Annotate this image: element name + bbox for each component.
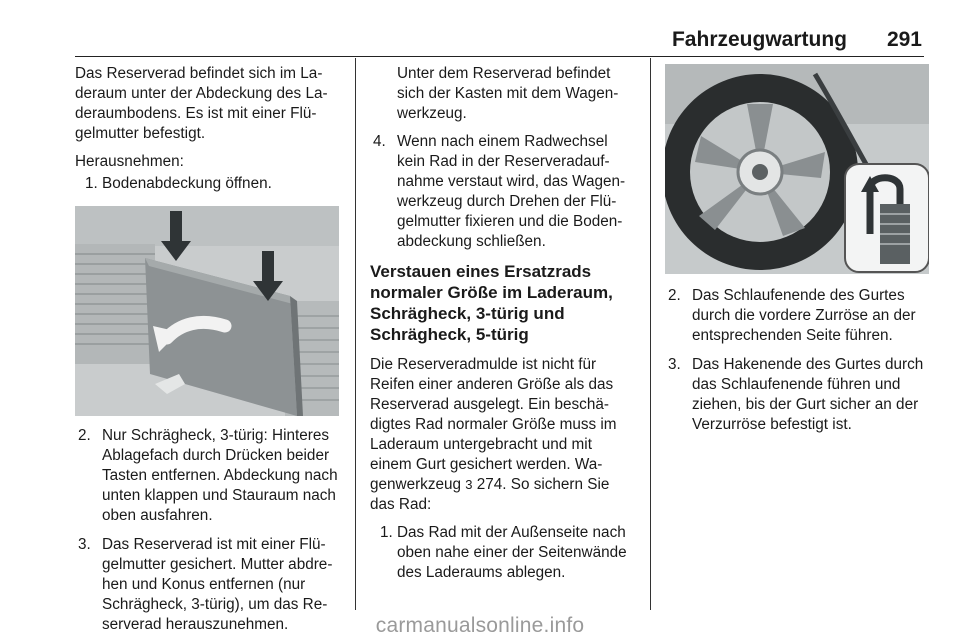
section-heading: Verstauen eines Ersatzrads normaler Größe im Laderaum, Schrägheck, 3-türig und Schrägheck, 5-türig xyxy=(370,262,613,344)
header-rule xyxy=(75,56,924,57)
step-text: Das Schlaufenende des Gurtes durch die vordere Zurröse an der entsprechenden Seite führen. xyxy=(692,287,916,344)
column-divider-2 xyxy=(650,58,651,610)
section-title: Fahrzeugwartung xyxy=(671,28,847,51)
watermark: carmanualsonline.info xyxy=(375,614,585,637)
page-header xyxy=(0,28,960,58)
list-item xyxy=(665,286,931,346)
step-text: Das Rad mit der Außenseite nach oben nahe einer der Seitenwände des Laderaums ablegen. xyxy=(397,524,627,581)
list-item xyxy=(75,426,341,526)
list-item xyxy=(665,355,931,435)
spare-wheel-illustration xyxy=(665,64,929,274)
intro-paragraph: Das Reserverad befindet sich im Laderaum unter der Abdeckung des Laderaumbodens. Es ist mit einer Flügelmutter befestigt. xyxy=(75,65,328,142)
body-paragraph: Die Reserveradmulde ist nicht für Reifen einer anderen Größe als das Reserverad ausgelegt. Ein beschädigtes Rad normaler Größe muss im Laderaum untergebracht und mit einem Gurt gesichert werden. Wagenwerkzeug 3 274. So sichern Sie das Rad: xyxy=(370,356,617,513)
column-3 xyxy=(665,64,931,444)
remove-label: Herausnehmen: xyxy=(75,153,184,170)
list-item xyxy=(75,174,341,194)
step-text: Wenn nach einem Radwechsel kein Rad in der Reserveradaufnahme verstaut wird, das Wagenwerkzeug durch Drehen der Flügelmutter fixieren und die Bodenabdeckung schließen. xyxy=(397,133,626,250)
step-number: 3. xyxy=(78,536,91,553)
step-text: Nur Schrägheck, 3-türig: Hinteres Ablagefach durch Drücken beider Tasten entfernen. Abdeckung nach unten klappen und Stauraum nach oben ausfahren. xyxy=(102,427,338,524)
column-1 xyxy=(75,64,341,644)
step-text: Das Reserverad ist mit einer Flügelmutter gesichert. Mutter abdrehen und Konus entfernen (nur Schrägheck, 3-türig), um das Reserverad herauszunehmen. xyxy=(102,536,333,633)
step-number: 1. xyxy=(380,524,393,541)
step-number: 2. xyxy=(668,287,681,304)
column-2 xyxy=(370,64,636,592)
continued-paragraph: Unter dem Reserverad befindet sich der Kasten mit dem Wagenwerkzeug. xyxy=(397,65,619,122)
column-divider-1 xyxy=(355,58,356,610)
step-text: Bodenabdeckung öffnen. xyxy=(102,175,272,192)
floor-cover-illustration xyxy=(75,206,339,416)
step-number: 1. xyxy=(85,175,98,192)
step-number: 3. xyxy=(668,356,681,373)
left-vent-grille xyxy=(75,244,155,364)
step-number: 4. xyxy=(373,133,386,150)
list-item xyxy=(370,523,636,583)
page-reference-icon: 3 xyxy=(465,477,473,492)
step-number: 2. xyxy=(78,427,91,444)
page-number: 291 xyxy=(886,28,922,51)
list-item xyxy=(370,132,636,252)
step-text: Das Hakenende des Gurtes durch das Schlaufenende führen und ziehen, bis der Gurt sicher an der Verzurröse befestigt ist. xyxy=(692,356,924,433)
